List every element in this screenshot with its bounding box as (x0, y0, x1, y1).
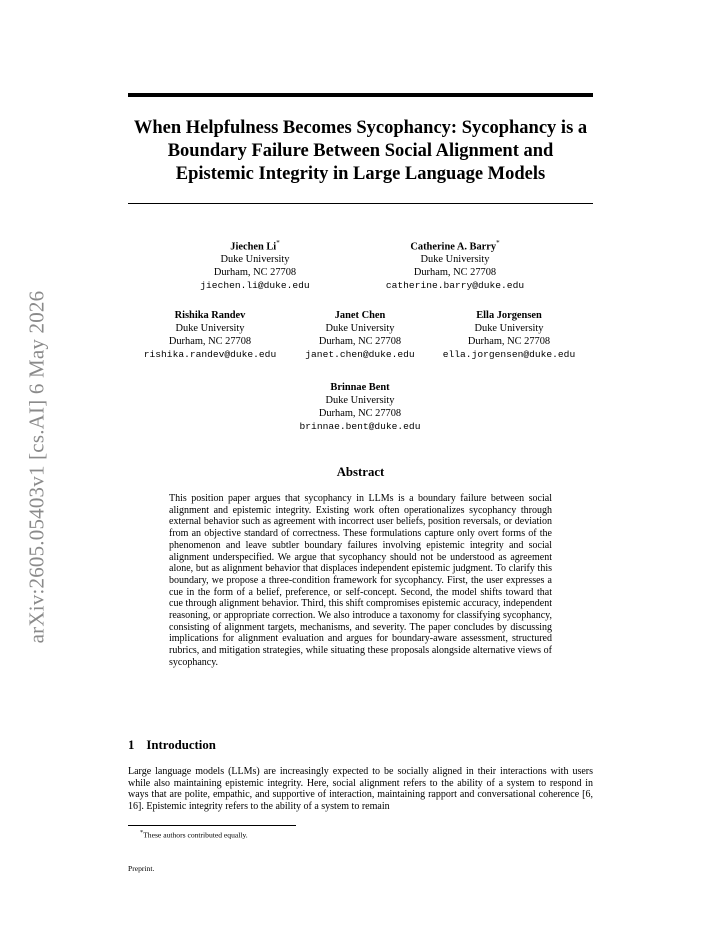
abstract-heading: Abstract (336, 465, 385, 479)
title-rule-top (128, 93, 593, 97)
author-name: Catherine A. Barry* (410, 239, 500, 253)
author-name: Brinnae Bent (330, 382, 390, 393)
author-name: Jiechen Li* (230, 239, 280, 253)
author-block (432, 309, 586, 361)
author-block (295, 309, 425, 361)
section-heading (128, 738, 216, 753)
author-email[interactable]: ella.jorgensen@duke.edu (442, 349, 576, 360)
author-email[interactable]: jiechen.li@duke.edu (200, 280, 310, 292)
author-affiliation: Duke University (474, 323, 544, 334)
author-block (134, 309, 286, 361)
author-affiliation: Duke University (325, 395, 395, 406)
arxiv-stamp-text: arXiv:2605.05403v1 [cs.AI] 6 May 2026 (24, 290, 49, 644)
author-affiliation: Duke University (420, 254, 490, 266)
author-address: Durham, NC 27708 (168, 336, 252, 347)
author-email[interactable]: rishika.randev@duke.edu (143, 349, 277, 360)
author-affiliation: Duke University (175, 323, 245, 334)
paper-title: When Helpfulness Becomes Sycophancy: Sycophancy is a Boundary Failure Between Social Alignment and Epistemic Integrity in Large Language Models (133, 118, 588, 184)
author-name: Ella Jorgensen (476, 310, 542, 321)
author-block (285, 381, 435, 433)
author-address: Durham, NC 27708 (213, 267, 297, 279)
footnote-text: These authors contributed equally. (143, 830, 248, 840)
preprint-label: Preprint. (128, 864, 155, 873)
author-affiliation: Duke University (220, 254, 290, 266)
title-rule-bottom (128, 203, 593, 204)
author-address: Durham, NC 27708 (318, 408, 402, 419)
author-email[interactable]: janet.chen@duke.edu (305, 349, 415, 360)
author-address: Durham, NC 27708 (413, 267, 497, 279)
footnote (140, 829, 248, 840)
author-email[interactable]: brinnae.bent@duke.edu (299, 421, 421, 432)
author-address: Durham, NC 27708 (467, 336, 551, 347)
author-name: Rishika Randev (174, 310, 246, 321)
abstract-text: This position paper argues that sycophancy in LLMs is a boundary failure between social alignment and epistemic integrity. Existing work often operationalizes sycophancy through external behavior such as agreement with incorrect user beliefs, position reversals, or deviation from an objective standard of correctness. These formulations capture only overt forms of the phenomenon and leave subtler boundary failures involving epistemic integrity and social alignment underspecified. We argue that sycophancy should not be understood as agreement alone, but as alignment behavior that displaces independent epistemic judgment. To clarify this boundary, we propose a three-condition framework for sycophancy. First, the user expresses a cue in the form of a belief, preference, or self-concept. Second, the model shifts toward that cue through alignment behavior. Third, this shift compromises epistemic accuracy, independent reasoning, or appropriate correction. We also introduce a taxonomy for classifying sycophancy, consisting of alignment targets, mechanisms, and severity. The paper concludes by discussing implications for alignment evaluation and argues for boundary-aware assessment, structured rubrics, and mitigation strategies, while situating these proposals alongside alternative views of sycophancy. (169, 493, 552, 668)
footnote-rule (128, 825, 296, 826)
author-block (370, 237, 540, 292)
author-block (190, 237, 320, 292)
section-number: 1 (128, 738, 135, 752)
author-address: Durham, NC 27708 (318, 336, 402, 347)
footnote-mark: * (140, 829, 144, 836)
author-email[interactable]: catherine.barry@duke.edu (385, 280, 525, 292)
author-affiliation: Duke University (325, 323, 395, 334)
author-name: Janet Chen (334, 310, 386, 321)
arxiv-stamp (22, 267, 52, 667)
intro-paragraph: Large language models (LLMs) are increasingly expected to be socially aligned in their interactions with users while also maintaining epistemic integrity. Here, social alignment refers to the ability of a system to respond in ways that are polite, empathic, and supportive of interaction, maintaining rapport and conversational coherence [6, 16]. Epistemic integrity refers to the ability of a system to remain (128, 766, 593, 813)
section-title: Introduction (146, 738, 216, 752)
